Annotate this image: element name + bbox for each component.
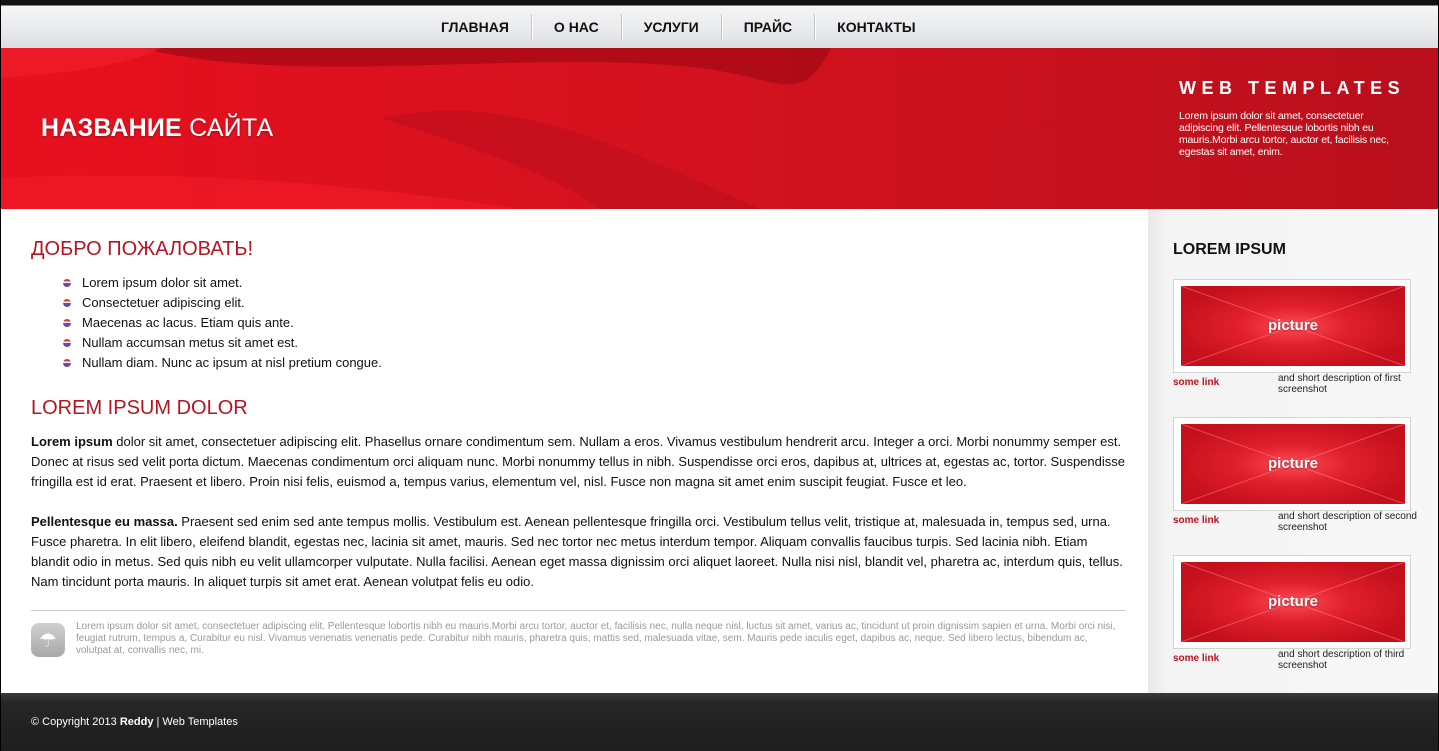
nav-item-about[interactable]: О НАС (553, 19, 599, 35)
picture-label: picture (1267, 317, 1318, 334)
welcome-heading: ДОБРО ПОЖАЛОВАТЬ! (31, 238, 254, 260)
content-divider (31, 610, 1125, 611)
list-item-text: Nullam diam. Nunc ac ipsum at nisl pretium congue. (82, 355, 382, 370)
paragraph-1 (31, 432, 1125, 492)
card-description: and short description of third screenshot (1278, 649, 1405, 671)
paragraph-2-text: Praesent sed enim sed ante tempus mollis. Vestibulum est. Aenean pellentesque fringilla orci. Vestibulum tellus velit, tristique at, malesuada in, tempus sed, urna. Fusce pharetra. In elit libero, eleifend blandit, egestas nec, lacinia sit amet, mauris. Sed nec tortor nec metus interdum tempor. Aliquam convallis faucibus turpis. Sed lacinia nibh. Etiam blandit odio in metus. Sed quis nibh eu velit ullamcorper vulputate. Nulla facilisi. Aenean eget massa dignissim orci aliquet laoreet. Nulla nisi nisl, blandit vel, pharetra ac, interdum quis, tellus. Nam tincidunt porta mauris. In aliquet turpis sit amet erat. Aenean volutpat felis eu odio. (31, 514, 1123, 589)
footer-brand-link[interactable]: Reddy (119, 716, 154, 728)
note-text: Lorem ipsum dolor sit amet, consectetuer adipiscing elit. Pellentesque lobortis nibh eu mauris.Morbi arcu tortor, auctor et, facilisis nec, nulla neque nisl, luctus sit amet, varius ac, tincidunt ut proin dignissim sapien et urna. Morbi orci nisi, feugiat rutrum, tempus a, Curabitur eu nisl. Vivamus venenatis venenatis pede. Curabitur nibh mauris, pharetra quis, mattis sed, malesuada vitae, sem. Mauris pede iaculis eget, dapibus ac, neque. Sed libero lectus, bibendum ac, volutpat at, convallis nec, mi. (76, 621, 1116, 656)
card-link[interactable]: some link (1173, 377, 1220, 388)
nav-item-prices[interactable]: ПРАЙС (743, 19, 793, 35)
card-link[interactable]: some link (1173, 515, 1220, 526)
site-title[interactable] (41, 114, 273, 143)
copyright-suffix: | Web Templates (156, 716, 238, 728)
picture-placeholder (1181, 562, 1405, 642)
list-item (63, 273, 382, 293)
sidebar (1148, 209, 1438, 693)
screenshot-card[interactable] (1173, 555, 1411, 649)
list-item (63, 313, 382, 333)
list-item (63, 293, 382, 313)
bullet-icon (63, 359, 71, 367)
paragraph-2-lead: Pellentesque eu massa. (31, 514, 178, 529)
screenshot-card[interactable] (1173, 279, 1411, 373)
list-item (63, 353, 382, 373)
nav-item-services[interactable]: УСЛУГИ (643, 19, 699, 35)
main-nav (419, 6, 938, 48)
tagline-title: WEB TEMPLATES (1179, 78, 1406, 98)
picture-placeholder (1181, 286, 1405, 366)
list-item-text: Lorem ipsum dolor sit amet. (82, 275, 243, 290)
card-description: and short description of second screenshot (1278, 511, 1417, 533)
bullet-icon (63, 339, 71, 347)
copyright (31, 716, 238, 728)
list-item-text: Maecenas ac lacus. Etiam quis ante. (82, 315, 294, 330)
nav-item-contacts[interactable]: КОНТАКТЫ (837, 19, 916, 35)
top-navigation-bar (0, 0, 1439, 48)
list-item-text: Consectetuer adipiscing elit. (82, 295, 245, 310)
picture-label: picture (1267, 593, 1318, 610)
paragraph-1-text: dolor sit amet, consectetuer adipiscing elit. Phasellus ornare condimentum sem. Nullam a eros. Vivamus vestibulum hendrerit arcu. Integer a orci. Morbi nonummy semper est. Donec at risus sed velit porta dictum. Maecenas condimentum orci aliquam nunc. Morbi nonummy tellus in nibh. Suspendisse orci eros, dapibus at, ultrices at, egestas ac, tortor. Suspendisse fringilla est id erat. Praesent et libero. Proin nisi felis, euismod a, tempus varius, elementum vel, nisl. Fusce non magna sit amet enim suscipit feugiat. Fusce et leo. (31, 434, 1125, 489)
section-heading: LOREM IPSUM DOLOR (31, 397, 248, 419)
sidebar-title: LOREM IPSUM (1173, 241, 1286, 258)
list-item (63, 333, 382, 353)
tagline-text: Lorem ipsum dolor sit amet, consectetuer adipiscing elit. Pellentesque lobortis nibh eu mauris.Morbi arcu tortor, auctor et, facilisis nec, egestas sit amet, enim. (1179, 110, 1389, 158)
bullet-icon (63, 299, 71, 307)
picture-placeholder (1181, 424, 1405, 504)
screenshot-card[interactable] (1173, 417, 1411, 511)
site-title-light: САЙТА (189, 114, 274, 142)
site-title-bold: НАЗВАНИЕ (41, 114, 182, 142)
list-item-text: Nullam accumsan metus sit amet est. (82, 335, 299, 350)
feature-list (63, 273, 382, 373)
umbrella-icon: ☂ (31, 623, 65, 657)
card-description: and short description of first screenshot (1278, 373, 1401, 395)
bullet-icon (63, 319, 71, 327)
paragraph-1-lead: Lorem ipsum (31, 434, 113, 449)
header-banner (1, 48, 1438, 209)
main-content (1, 209, 1148, 693)
bullet-icon (63, 279, 71, 287)
card-link[interactable]: some link (1173, 653, 1220, 664)
footer (1, 693, 1438, 751)
paragraph-2 (31, 512, 1125, 592)
copyright-prefix: © Copyright 2013 (31, 716, 117, 728)
nav-item-home[interactable]: ГЛАВНАЯ (441, 19, 509, 35)
picture-label: picture (1267, 455, 1318, 472)
